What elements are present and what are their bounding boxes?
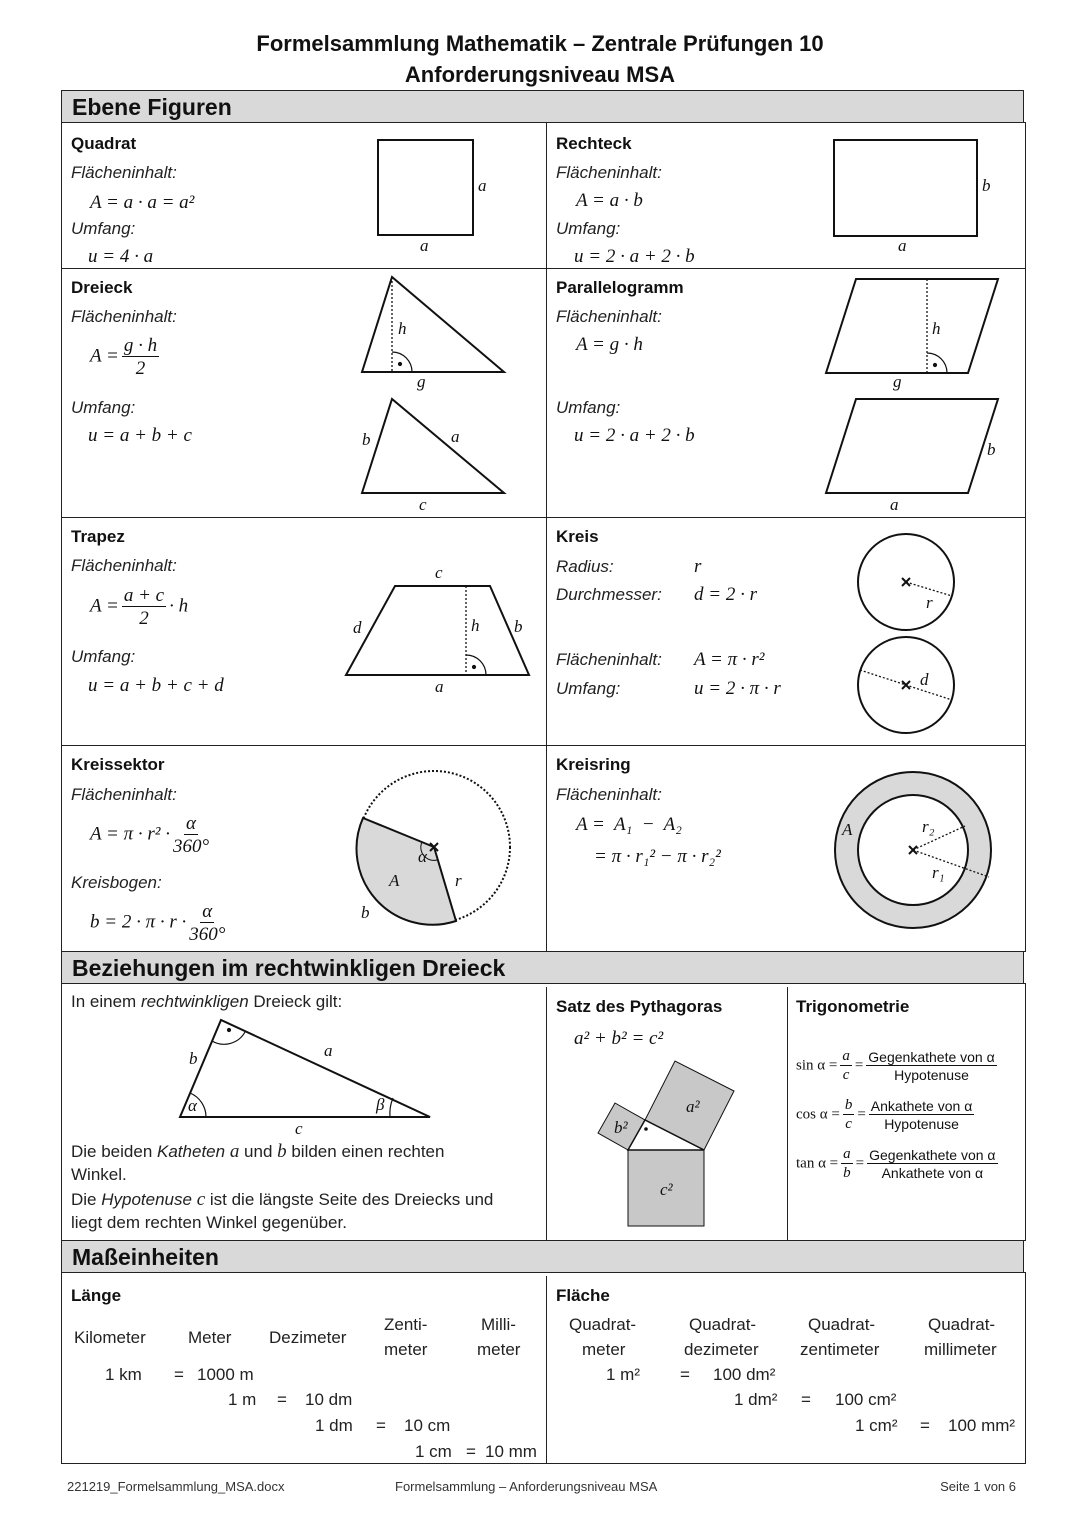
parallelogram-sides-figure bbox=[826, 399, 998, 493]
kreissektor-flaeche-formula bbox=[90, 814, 212, 856]
formula-lhs: A = bbox=[90, 345, 119, 367]
unit-header: dezimeter bbox=[684, 1340, 759, 1359]
pythagoras-formula: a² + b² = c² bbox=[574, 1028, 664, 1049]
flaeche-label: Flächeninhalt: bbox=[556, 307, 662, 326]
var-a: a bbox=[229, 1141, 240, 1162]
text-emphasis: rechtwinkligen bbox=[140, 992, 249, 1011]
trapez-title: Trapez bbox=[71, 527, 125, 546]
text: ist die längste Seite des Dreiecks und bbox=[205, 1190, 494, 1209]
kreisbogen-label: Kreisbogen: bbox=[71, 873, 162, 892]
durchmesser-label: Durchmesser: bbox=[556, 585, 662, 604]
kreis-title: Kreis bbox=[556, 527, 599, 546]
triangle-height-figure bbox=[362, 277, 504, 372]
var-b: b bbox=[277, 1141, 287, 1162]
kreisring-flaeche-formula-1: A = A₁ − A₂ bbox=[576, 814, 682, 835]
hypotenuse-text-2: liegt dem rechten Winkel gegenüber. bbox=[71, 1213, 347, 1232]
kreis-flaeche-formula: A = π · r² bbox=[694, 649, 765, 670]
label-b: b bbox=[514, 617, 523, 636]
conversion-equals: = bbox=[466, 1442, 476, 1461]
numerator: b bbox=[844, 1097, 853, 1113]
label-a: a bbox=[478, 176, 487, 195]
denominator: c bbox=[845, 1116, 852, 1132]
text-emphasis: Hypotenuse bbox=[101, 1190, 192, 1209]
unit-header: meter bbox=[384, 1340, 428, 1359]
unit-header: Milli- bbox=[481, 1315, 516, 1334]
radius-label: Radius: bbox=[556, 557, 614, 576]
rechteck-title: Rechteck bbox=[556, 134, 632, 153]
conversion-lhs: 1 dm² bbox=[734, 1390, 778, 1409]
quadrat-umfang-formula: u = 4 · a bbox=[88, 246, 154, 267]
label-a: a bbox=[435, 677, 444, 696]
denominator: b bbox=[843, 1165, 851, 1181]
conversion-lhs: 1 m bbox=[228, 1390, 257, 1409]
label-h: h bbox=[398, 319, 407, 338]
label-h: h bbox=[932, 319, 941, 338]
formula-rhs: · h bbox=[169, 595, 189, 617]
label-a: a bbox=[451, 427, 460, 446]
section-header-ebene-figuren: Ebene Figuren bbox=[61, 90, 1024, 123]
kreisring-title: Kreisring bbox=[556, 755, 631, 774]
label-c: c bbox=[419, 495, 427, 514]
trapez-umfang-formula: u = a + b + c + d bbox=[88, 675, 224, 696]
trig-function: sin α = bbox=[796, 1057, 838, 1074]
parallelogramm-title: Parallelogramm bbox=[556, 278, 684, 297]
conversion-lhs: 1 cm bbox=[415, 1442, 452, 1461]
label-c: c bbox=[295, 1119, 303, 1138]
kreisbogen-formula bbox=[90, 902, 228, 944]
label-b: b bbox=[987, 440, 996, 459]
denominator-words: Ankathete von α bbox=[881, 1165, 984, 1181]
label-b: b bbox=[189, 1049, 198, 1068]
unit-header: Quadrat- bbox=[569, 1315, 637, 1334]
unit-header: meter bbox=[477, 1340, 521, 1359]
label-b: b bbox=[361, 903, 370, 922]
trig-tan-row: tan α = $\frac{a}{b}$ = $\frac{\text{Gegenkathete von α}}{\text{Ankathete von α}}$ bbox=[796, 1146, 996, 1181]
conversion-equals: = bbox=[174, 1365, 184, 1384]
unit-header: zentimeter bbox=[800, 1340, 880, 1359]
label-beta: β bbox=[376, 1095, 385, 1114]
numerator: a bbox=[842, 1048, 850, 1064]
numerator-words: Gegenkathete von α bbox=[869, 1147, 996, 1163]
laenge-title: Länge bbox=[71, 1286, 122, 1305]
flaeche-label: Flächeninhalt: bbox=[556, 785, 662, 804]
label-b: b bbox=[982, 176, 991, 195]
numerator: a bbox=[843, 1146, 851, 1162]
unit-header: meter bbox=[582, 1340, 626, 1359]
conversion-equals: = bbox=[277, 1390, 287, 1409]
trapezoid-figure bbox=[346, 586, 529, 675]
label-h: h bbox=[471, 616, 480, 635]
denominator: 360° bbox=[189, 924, 226, 945]
conversion-equals: = bbox=[801, 1390, 811, 1409]
label-a-squared: a² bbox=[686, 1097, 700, 1116]
label-r1: r₁ bbox=[932, 863, 945, 882]
text: Die bbox=[71, 1190, 102, 1209]
label-r: r bbox=[455, 871, 462, 890]
label-b: b bbox=[362, 430, 371, 449]
triangle-sides-figure bbox=[362, 399, 504, 493]
conversion-rhs: 100 dm² bbox=[713, 1365, 776, 1384]
square-figure bbox=[378, 140, 473, 235]
katheten-text-2: Winkel. bbox=[71, 1165, 127, 1184]
right-triangle-figure bbox=[180, 1020, 430, 1117]
conversion-rhs: 10 cm bbox=[404, 1416, 451, 1435]
trig-function: tan α = bbox=[796, 1155, 839, 1172]
trig-sin-row: sin α = $\frac{a}{c}$ = $\frac{\text{Gegenkathete von α}}{\text{Hypotenuse}}$ bbox=[796, 1048, 995, 1083]
conversion-lhs: 1 m² bbox=[606, 1365, 640, 1384]
quadrat-flaeche-formula: A = a · a = a² bbox=[90, 192, 195, 213]
label-c: c bbox=[435, 563, 443, 582]
label-alpha: α bbox=[188, 1096, 197, 1115]
flaeche-label: Flächeninhalt: bbox=[556, 163, 662, 182]
sector-figure bbox=[357, 818, 456, 925]
flaeche-label: Flächeninhalt: bbox=[71, 163, 177, 182]
label-a: a bbox=[890, 495, 899, 514]
conversion-rhs: 10 mm bbox=[485, 1442, 537, 1461]
numerator: α bbox=[186, 813, 196, 834]
umfang-label: Umfang: bbox=[556, 398, 621, 417]
label-r: r bbox=[926, 593, 933, 612]
label-c-squared: c² bbox=[660, 1180, 673, 1199]
pythagoras-figure bbox=[598, 1061, 734, 1226]
unit-header: Kilometer bbox=[74, 1328, 146, 1347]
umfang-label: Umfang: bbox=[71, 647, 136, 666]
parallelogramm-flaeche-formula: A = g · h bbox=[576, 334, 643, 355]
label-alpha: α bbox=[418, 847, 427, 866]
conversion-rhs: 10 dm bbox=[305, 1390, 353, 1409]
numerator: g · h bbox=[123, 335, 158, 356]
denominator: 2 bbox=[139, 608, 149, 629]
unit-header: Quadrat- bbox=[808, 1315, 876, 1334]
text: In einem bbox=[71, 992, 141, 1011]
flaeche-title: Fläche bbox=[556, 1286, 610, 1305]
unit-header: Quadrat- bbox=[928, 1315, 996, 1334]
text-emphasis: Katheten bbox=[157, 1142, 226, 1161]
flaeche-label: Flächeninhalt: bbox=[71, 556, 177, 575]
denominator: 360° bbox=[172, 836, 210, 857]
section-header-masseinheiten: Maßeinheiten bbox=[61, 1240, 1024, 1273]
flaeche-label: Flächeninhalt: bbox=[71, 307, 177, 326]
document-title: Formelsammlung Mathematik – Zentrale Prüfungen 10 bbox=[256, 31, 824, 56]
unit-header: Quadrat- bbox=[689, 1315, 757, 1334]
conversion-equals: = bbox=[680, 1365, 690, 1384]
numerator-words: Gegenkathete von α bbox=[868, 1049, 995, 1065]
label-r2: r₂ bbox=[922, 817, 935, 836]
umfang-label: Umfang: bbox=[556, 219, 621, 238]
denominator: 2 bbox=[135, 358, 146, 379]
numerator: α bbox=[202, 901, 213, 922]
denominator-words: Hypotenuse bbox=[884, 1116, 959, 1132]
label-g: g bbox=[893, 372, 902, 391]
umfang-label: Umfang: bbox=[71, 219, 136, 238]
flaeche-label: Flächeninhalt: bbox=[556, 650, 662, 669]
conversion-lhs: 1 cm² bbox=[855, 1416, 898, 1435]
trig-function: cos α = bbox=[796, 1106, 840, 1123]
pythagoras-title: Satz des Pythagoras bbox=[556, 997, 723, 1016]
section-header-beziehungen: Beziehungen im rechtwinkligen Dreieck bbox=[61, 951, 1024, 984]
kreis-umfang-formula: u = 2 · π · r bbox=[694, 678, 781, 699]
kreisring-flaeche-formula-2: = π · r₁² − π · r₂² bbox=[594, 846, 721, 867]
document-subtitle: Anforderungsniveau MSA bbox=[404, 62, 676, 87]
katheten-text bbox=[71, 1142, 444, 1161]
trig-cos-row: cos α = $\frac{b}{c}$ = $\frac{\text{Ankathete von α}}{\text{Hypotenuse}}$ bbox=[796, 1097, 973, 1132]
text: Dreieck gilt: bbox=[248, 992, 343, 1011]
footer-title: Formelsammlung – Anforderungsniveau MSA bbox=[395, 1479, 658, 1494]
hypotenuse-text bbox=[71, 1190, 493, 1209]
label-g: g bbox=[417, 372, 426, 391]
numerator: a + c bbox=[123, 585, 165, 606]
unit-header: Meter bbox=[188, 1328, 232, 1347]
denominator: c bbox=[842, 1067, 850, 1083]
label-a: a bbox=[324, 1041, 333, 1060]
label-A: A bbox=[842, 820, 853, 839]
conversion-rhs: 100 cm² bbox=[835, 1390, 897, 1409]
rectangle-figure bbox=[834, 140, 977, 236]
trapez-flaeche-formula bbox=[90, 586, 188, 628]
flaeche-label: Flächeninhalt: bbox=[71, 785, 177, 804]
dreieck-title: Dreieck bbox=[71, 278, 133, 297]
label-d: d bbox=[920, 670, 929, 689]
formula-lhs: A = bbox=[90, 595, 119, 617]
radius-value: r bbox=[694, 556, 702, 577]
rechtwinklig-intro bbox=[71, 993, 342, 1010]
conversion-rhs: 1000 m bbox=[197, 1365, 254, 1384]
conversion-rhs: 100 mm² bbox=[948, 1416, 1016, 1435]
parallelogram-height-figure bbox=[826, 279, 998, 373]
umfang-label: Umfang: bbox=[556, 679, 621, 698]
label-A: A bbox=[389, 871, 400, 890]
conversion-equals: = bbox=[920, 1416, 930, 1435]
quadrat-title: Quadrat bbox=[71, 134, 137, 153]
unit-header: millimeter bbox=[924, 1340, 997, 1359]
dreieck-umfang-formula: u = a + b + c bbox=[88, 425, 192, 446]
text: und bbox=[239, 1142, 278, 1161]
label-b-squared: b² bbox=[614, 1118, 628, 1137]
numerator-words: Ankathete von α bbox=[870, 1098, 973, 1114]
dreieck-flaeche-formula bbox=[90, 336, 162, 378]
var-c: c bbox=[196, 1189, 206, 1210]
text: bilden einen rechten bbox=[286, 1142, 445, 1161]
conversion-lhs: 1 dm bbox=[315, 1416, 353, 1435]
formula-lhs: A = π · r² · bbox=[90, 823, 170, 845]
denominator-words: Hypotenuse bbox=[894, 1067, 969, 1083]
footer-filename: 221219_Formelsammlung_MSA.docx bbox=[67, 1479, 285, 1494]
rechteck-flaeche-formula: A = a · b bbox=[576, 190, 643, 211]
parallelogramm-umfang-formula: u = 2 · a + 2 · b bbox=[574, 425, 695, 446]
label-a: a bbox=[898, 236, 907, 255]
conversion-lhs: 1 km bbox=[105, 1365, 142, 1384]
unit-header: Dezimeter bbox=[269, 1328, 347, 1347]
umfang-label: Umfang: bbox=[71, 398, 136, 417]
label-d: d bbox=[353, 618, 362, 637]
label-a: a bbox=[420, 236, 429, 255]
kreissektor-title: Kreissektor bbox=[71, 755, 165, 774]
durchmesser-formula: d = 2 · r bbox=[694, 584, 757, 605]
formula-lhs: b = 2 · π · r · bbox=[90, 911, 187, 933]
text: Die beiden bbox=[71, 1142, 158, 1161]
rechteck-umfang-formula: u = 2 · a + 2 · b bbox=[574, 246, 695, 267]
conversion-equals: = bbox=[376, 1416, 386, 1435]
trigonometrie-title: Trigonometrie bbox=[796, 997, 910, 1016]
footer-page-number: Seite 1 von 6 bbox=[940, 1479, 1016, 1494]
unit-header: Zenti- bbox=[384, 1315, 428, 1334]
